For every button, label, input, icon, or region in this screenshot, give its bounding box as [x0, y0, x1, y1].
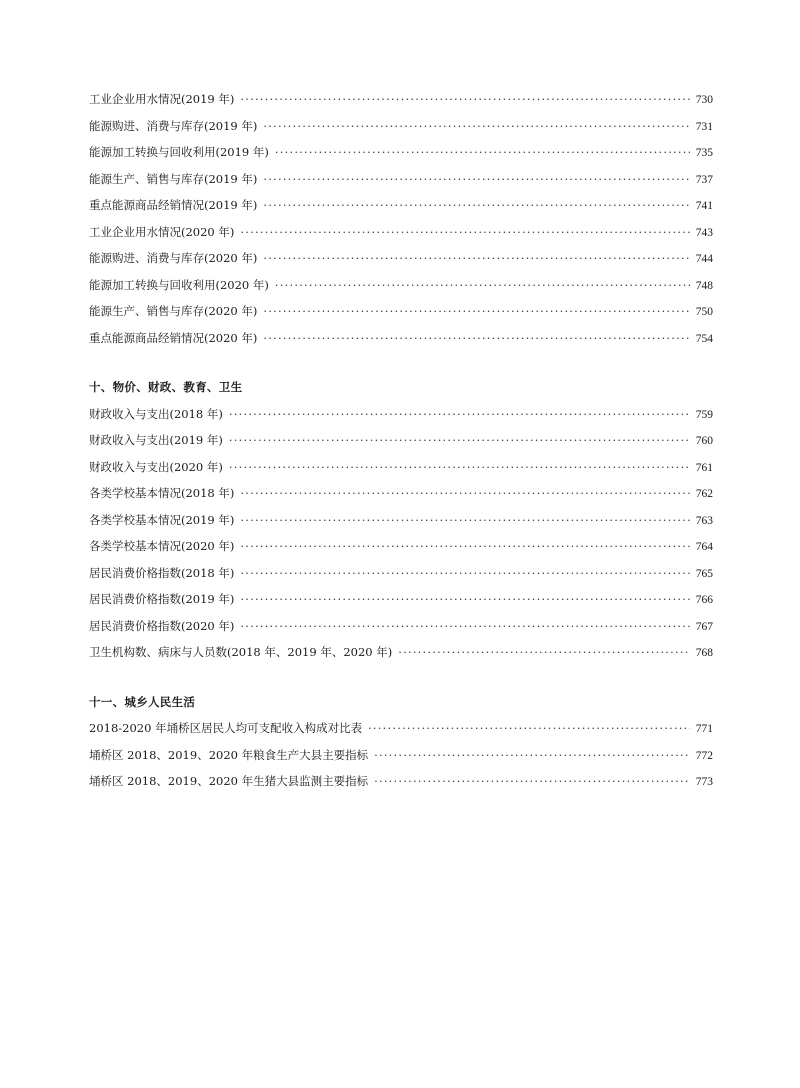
page-number: 731 [695, 120, 713, 133]
dot-leader [263, 166, 689, 193]
entry-title: 能源购进、消费与库存(2020 年) [89, 251, 258, 265]
toc-entry[interactable] [89, 427, 713, 454]
toc-entry[interactable] [89, 586, 713, 613]
toc-entry[interactable] [89, 166, 713, 193]
page-number: 767 [695, 620, 713, 633]
page-number: 737 [695, 173, 713, 186]
dot-leader [368, 715, 690, 742]
dot-leader [240, 480, 689, 507]
dot-leader [240, 533, 689, 560]
entry-title: 居民消费价格指数(2019 年) [89, 592, 235, 606]
dot-leader [263, 113, 689, 140]
page-number: 735 [695, 147, 713, 159]
dot-leader [240, 86, 689, 113]
toc-entry[interactable] [89, 245, 713, 272]
page-number: 760 [695, 435, 713, 447]
page-number: 773 [695, 776, 713, 788]
entry-title: 财政收入与支出(2019 年) [89, 433, 223, 447]
entry-title: 能源购进、消费与库存(2019 年) [89, 118, 258, 133]
toc-entry[interactable] [89, 533, 713, 560]
toc-entry[interactable] [89, 401, 713, 428]
toc-entry[interactable] [89, 139, 713, 166]
page-number: 759 [695, 408, 713, 421]
page-number: 750 [695, 306, 713, 318]
entry-title: 各类学校基本情况(2019 年) [89, 512, 235, 527]
dot-leader [240, 586, 689, 613]
page-number: 748 [695, 279, 713, 292]
page-number: 744 [695, 253, 713, 265]
toc-entry[interactable] [89, 325, 713, 352]
toc-entry[interactable] [89, 639, 713, 666]
dot-leader [240, 507, 689, 534]
entry-title: 埇桥区 2018、2019、2020 年粮食生产大县主要指标 [89, 747, 369, 762]
entry-title: 各类学校基本情况(2020 年) [89, 539, 235, 553]
entry-title: 埇桥区 2018、2019、2020 年生猪大县监测主要指标 [89, 774, 369, 788]
page-number: 763 [695, 514, 713, 527]
dot-leader [240, 219, 689, 246]
toc-entry[interactable] [89, 86, 713, 113]
page-number: 762 [695, 488, 713, 500]
entry-title: 工业企业用水情况(2019 年) [89, 92, 235, 106]
entry-title: 财政收入与支出(2018 年) [89, 406, 223, 421]
page-number: 766 [695, 594, 713, 606]
page-number: 768 [695, 647, 713, 659]
dot-leader [374, 768, 690, 795]
toc-entry[interactable] [89, 219, 713, 246]
page-number: 761 [695, 461, 713, 474]
dot-leader [263, 192, 689, 219]
page-number: 730 [695, 94, 713, 106]
toc-entry[interactable] [89, 298, 713, 325]
toc-entry[interactable] [89, 715, 713, 742]
toc-entry[interactable] [89, 272, 713, 299]
table-of-contents [89, 86, 713, 795]
toc-entry[interactable] [89, 507, 713, 534]
dot-leader [374, 742, 690, 769]
toc-entry[interactable] [89, 742, 713, 769]
page-number: 754 [695, 332, 713, 345]
page-number: 741 [695, 200, 713, 212]
entry-title: 工业企业用水情况(2020 年) [89, 224, 235, 239]
dot-leader [263, 245, 689, 272]
entry-title: 能源生产、销售与库存(2020 年) [89, 304, 258, 318]
dot-leader [263, 298, 689, 325]
entry-title: 卫生机构数、病床与人员数(2018 年、2019 年、2020 年) [89, 645, 393, 659]
page-number: 771 [695, 723, 713, 735]
entry-title: 能源加工转换与回收利用(2020 年) [89, 277, 269, 292]
dot-leader [275, 272, 690, 299]
dot-leader [229, 401, 690, 428]
entry-title: 居民消费价格指数(2020 年) [89, 618, 235, 633]
toc-section [89, 86, 713, 351]
entry-title: 重点能源商品经销情况(2019 年) [89, 198, 258, 212]
toc-entry[interactable] [89, 613, 713, 640]
toc-entry[interactable] [89, 113, 713, 140]
dot-leader [275, 139, 690, 166]
toc-entry[interactable] [89, 454, 713, 481]
entry-title: 各类学校基本情况(2018 年) [89, 486, 235, 500]
entry-title: 能源加工转换与回收利用(2019 年) [89, 145, 269, 159]
entry-title: 2018-2020 年埇桥区居民人均可支配收入构成对比表 [89, 721, 363, 735]
dot-leader [263, 325, 689, 352]
dot-leader [229, 454, 690, 481]
dot-leader [229, 427, 690, 454]
section-heading: 十一、城乡人民生活 [89, 694, 196, 709]
toc-entry[interactable] [89, 480, 713, 507]
entry-title: 财政收入与支出(2020 年) [89, 459, 223, 474]
toc-entry[interactable] [89, 192, 713, 219]
toc-section [89, 374, 713, 666]
page-number: 764 [695, 541, 713, 553]
page-number: 765 [695, 567, 713, 580]
page-number: 772 [695, 749, 713, 762]
toc-section [89, 689, 713, 795]
dot-leader [398, 639, 690, 666]
entry-title: 能源生产、销售与库存(2019 年) [89, 171, 258, 186]
entry-title: 重点能源商品经销情况(2020 年) [89, 330, 258, 345]
entry-title: 居民消费价格指数(2018 年) [89, 565, 235, 580]
page-number: 743 [695, 226, 713, 239]
toc-entry[interactable] [89, 560, 713, 587]
toc-entry[interactable] [89, 768, 713, 795]
section-heading: 十、物价、财政、教育、卫生 [89, 380, 243, 394]
dot-leader [240, 613, 689, 640]
dot-leader [240, 560, 689, 587]
